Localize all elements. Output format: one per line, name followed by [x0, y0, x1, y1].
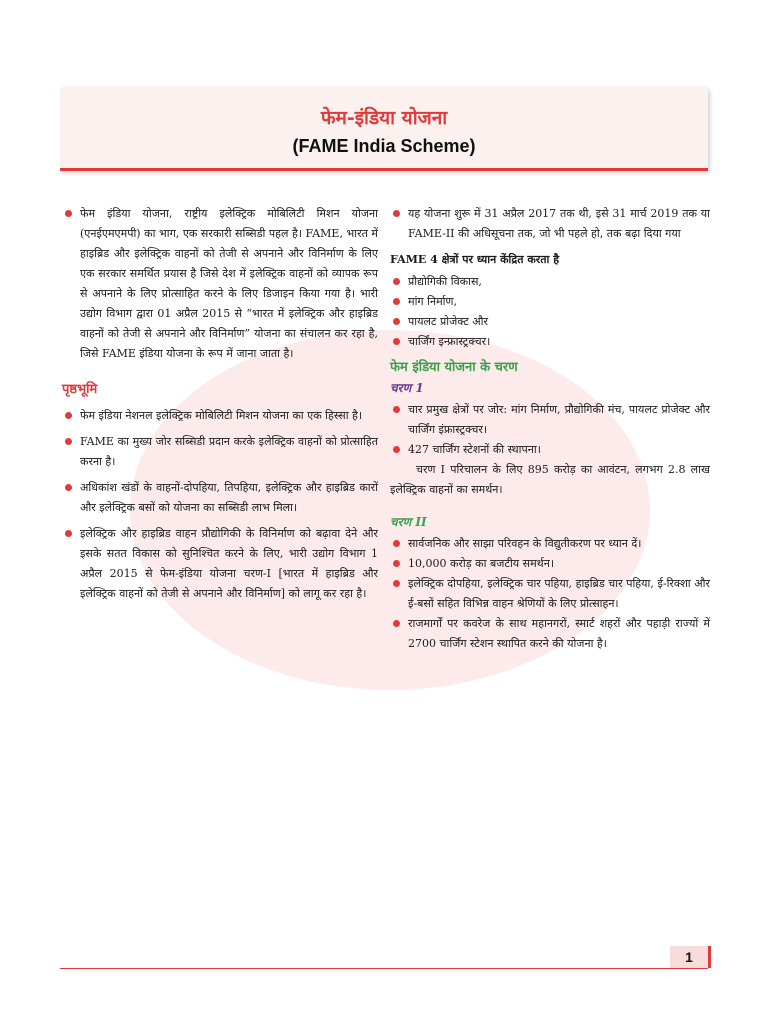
bullet-icon — [65, 438, 72, 445]
list-item — [390, 312, 710, 332]
list-item-text: चार प्रमुख क्षेत्रों पर जोर: मांग निर्माण, प्रौद्योगिकी मंच, पायलट प्रोजेक्ट और चार्जिंग इंफ्रास्ट्रक्चर। — [408, 403, 710, 436]
list-item-text: 427 चार्जिंग स्टेशनों की स्थापना। — [408, 443, 541, 456]
page-number: 1 — [670, 946, 711, 968]
background-heading: पृष्ठभूमि — [62, 382, 98, 397]
bullet-icon — [65, 484, 72, 491]
title-hindi: फेम-इंडिया योजना — [320, 107, 448, 129]
list-item — [390, 614, 710, 654]
bullet-icon — [393, 560, 400, 567]
bullet-icon — [393, 620, 400, 627]
list-item — [390, 574, 710, 614]
list-item — [390, 400, 710, 440]
list-item-text: इलेक्ट्रिक दोपहिया, इलेक्ट्रिक चार पहिया, हाइब्रिड चार पहिया, ई-रिक्शा और ई-बसों सहित विभिन्न वाहन श्रेणियों के लिए प्रोत्साहन। — [408, 577, 710, 610]
intro-item — [62, 204, 378, 364]
list-item-text: प्रौद्योगिकी विकास, — [408, 275, 482, 288]
list-item — [390, 204, 710, 244]
right-column — [390, 204, 710, 654]
intro-text: फेम इंडिया योजना, राष्ट्रीय इलेक्ट्रिक मोबिलिटी मिशन योजना (एनईएमएमपी) का भाग, एक सरकारी सब्सिडी पहल है। FAME, भारत में हाइब्रिड और इलेक्ट्रिक वाहनों को तेजी से अपनाने और विनिर्माण के लिए एक सरकार समर्थित प्रयास है जिसे देश में इलेक्ट्रिक वाहनों को व्यापक रूप से अपनाने के लिए प्रोत्साहित करने के लिए डिजाइन किया गया है। भारी उद्योग विभाग द्वारा 01 अप्रैल 2015 से “भारत में इलेक्ट्रिक और हाइब्रिड वाहनों को तेजी से अपनाने और विनिर्माण” योजना का संचालन कर रहा है, जिसे FAME इंडिया योजना के रूप में जाना जाता है। — [80, 207, 378, 360]
list-item — [390, 332, 710, 352]
list-item-text: पायलट प्रोजेक्ट और — [408, 315, 489, 328]
title-box — [60, 86, 708, 171]
left-column — [62, 204, 378, 610]
bullet-icon — [393, 210, 400, 217]
footer-divider — [60, 968, 708, 969]
list-item — [390, 534, 710, 554]
list-item-text: FAME का मुख्य जोर सब्सिडी प्रदान करके इलेक्ट्रिक वाहनों को प्रोत्साहित करना है। — [80, 435, 378, 468]
bullet-icon — [393, 318, 400, 325]
list-item — [62, 524, 378, 604]
phase1-heading: चरण 1 — [390, 381, 424, 395]
list-item — [390, 272, 710, 292]
list-item — [390, 292, 710, 312]
focus-heading: FAME 4 क्षेत्रों पर ध्यान केंद्रित करता है — [390, 253, 560, 266]
list-item — [390, 554, 710, 574]
list-item-text: राजमार्गों पर कवरेज के साथ महानगरों, स्मार्ट शहरों और पहाड़ी राज्यों में 2700 चार्जिंग स्टेशन स्थापित करने की योजना है। — [408, 617, 710, 650]
bullet-icon — [393, 338, 400, 345]
bullet-icon — [393, 540, 400, 547]
list-item-text: इलेक्ट्रिक और हाइब्रिड वाहन प्रौद्योगिकी के विनिर्माण को बढ़ावा देने और इसके सतत विकास को सुनिश्चित करने के लिए, भारी उद्योग विभाग 1 अप्रैल 2015 से फेम-इंडिया योजना चरण-I [भारत में हाइब्रिड और इलेक्ट्रिक वाहनों को तेजी से अपनाने और विनिर्माण] को लागू कर रहा है। — [80, 527, 378, 600]
list-item-text: अधिकांश खंडों के वाहनों-दोपहिया, तिपहिया, इलेक्ट्रिक और हाइब्रिड कारों और इलेक्ट्रिक बसों को योजना का सब्सिडी लाभ मिला। — [80, 481, 378, 514]
title-english: (FAME India Scheme) — [292, 136, 476, 156]
list-item-text: फेम इंडिया नेशनल इलेक्ट्रिक मोबिलिटी मिशन योजना का एक हिस्सा है। — [80, 409, 363, 422]
phases-heading: फेम इंडिया योजना के चरण — [390, 360, 518, 375]
bullet-icon — [393, 278, 400, 285]
list-item-text: चार्जिंग इन्फ्रास्ट्रक्चर। — [408, 335, 491, 348]
bullet-icon — [65, 412, 72, 419]
list-item-text: 10,000 करोड़ का बजटीय समर्थन। — [408, 557, 554, 570]
list-item-text: यह योजना शुरू में 31 अप्रैल 2017 तक थी, इसे 31 मार्च 2019 तक या FAME-II की अधिसूचना तक, जो भी पहले हो, तक बढ़ा दिया गया — [408, 207, 710, 240]
bullet-icon — [393, 298, 400, 305]
list-item — [390, 440, 710, 460]
phase2-heading: चरण II — [390, 515, 427, 529]
list-item — [62, 432, 378, 472]
list-item-text: सार्वजनिक और साझा परिवहन के विद्युतीकरण पर ध्यान दें। — [408, 537, 642, 550]
bullet-icon — [393, 580, 400, 587]
bullet-icon — [65, 530, 72, 537]
phase1-paragraph: चरण I परिचालन के लिए 895 करोड़ का आवंटन, लगभग 2.8 लाख इलेक्ट्रिक वाहनों का समर्थन। — [390, 463, 710, 496]
bullet-icon — [393, 446, 400, 453]
list-item — [62, 478, 378, 518]
bullet-icon — [65, 210, 72, 217]
list-item-text: मांग निर्माण, — [408, 295, 457, 308]
list-item — [62, 406, 378, 426]
bullet-icon — [393, 406, 400, 413]
